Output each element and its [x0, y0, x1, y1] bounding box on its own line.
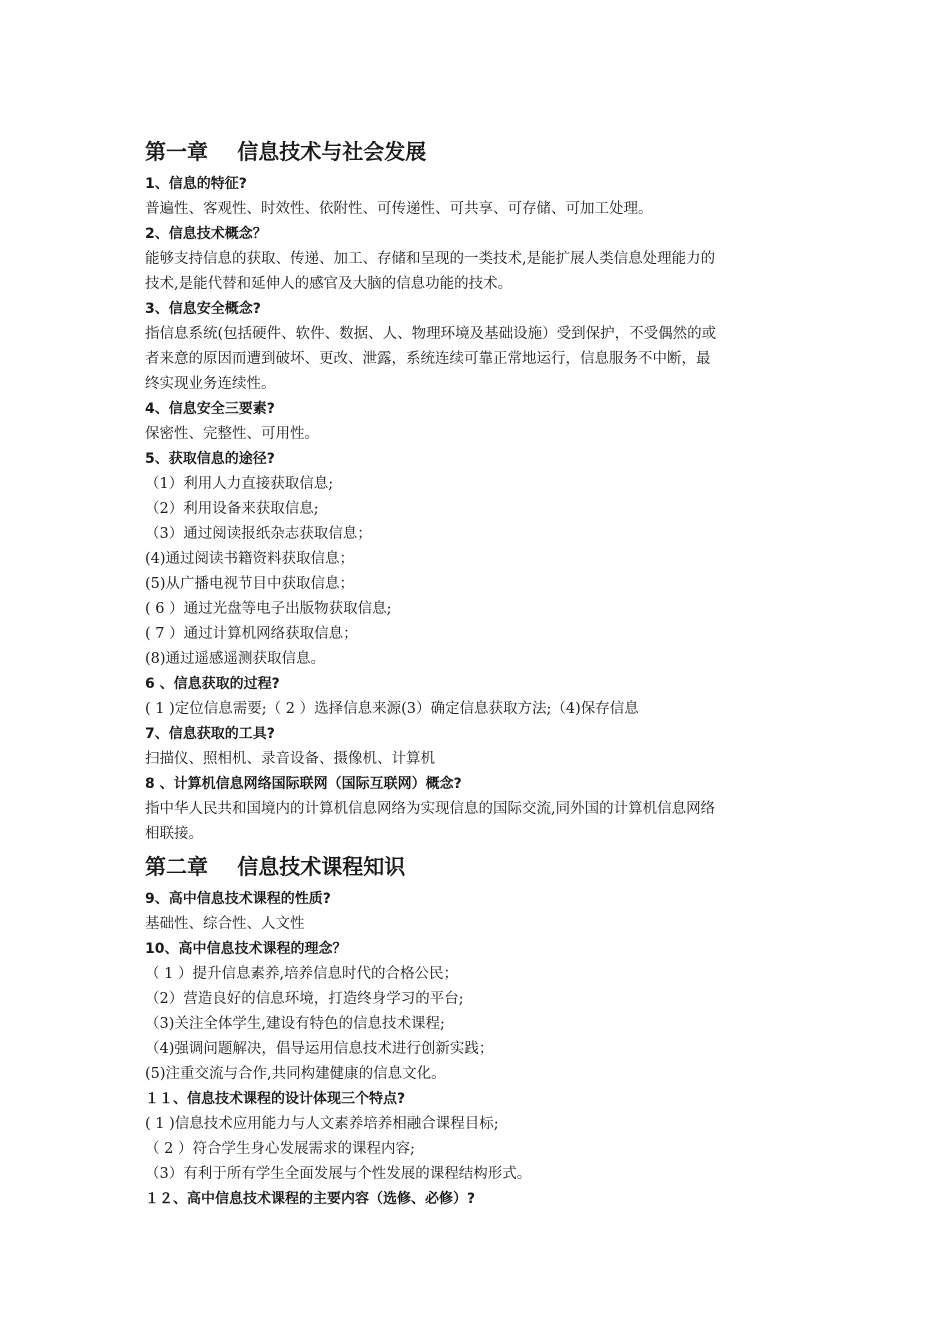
question-heading: 1、信息的特征? [145, 176, 247, 192]
question-section [145, 172, 815, 222]
question-section [145, 887, 815, 937]
answer-line: (5)注重交流与合作,共同构建健康的信息文化。 [145, 1066, 446, 1082]
question-section [145, 297, 815, 397]
answer-line: 指信息系统(包括硬件、软件、数据、人、物理环境及基础设施）受到保护，不受偶然的或 [145, 326, 717, 342]
answer-line: （1）利用人力直接获取信息; [145, 476, 334, 492]
chapter-title: 第一章 信息技术与社会发展 [145, 140, 427, 164]
answer-line: （ 1 ）提升信息素养,培养信息时代的合格公民； [145, 966, 459, 982]
answer-line: 指中华人民共和国境内的计算机信息网络为实现信息的国际交流,同外国的计算机信息网络 [145, 801, 716, 817]
answer-line: （2）营造良好的信息环境，打造终身学习的平台; [145, 991, 464, 1007]
answer-line: (4)通过阅读书籍资料获取信息； [145, 551, 355, 567]
question-section [145, 937, 815, 1087]
answer-line: 能够支持信息的获取、传递、加工、存储和呈现的一类技术,是能扩展人类信息处理能力的 [145, 251, 716, 267]
answer-line: （3）通过阅读报纸杂志获取信息； [145, 526, 372, 542]
answer-line: ( 7 ）通过计算机网络获取信息； [145, 626, 358, 642]
answer-line: （4)强调问题解决，倡导运用信息技术进行创新实践； [145, 1041, 494, 1057]
answer-line: (5)从广播电视节目中获取信息； [145, 576, 355, 592]
answer-line: ( 1 )信息技术应用能力与人文素养培养相融合课程目标; [145, 1116, 499, 1132]
question-heading: 6 、信息获取的过程? [145, 676, 280, 692]
chapter-block [145, 137, 815, 847]
answer-line: （3)关注全体学生,建设有特色的信息技术课程; [145, 1016, 445, 1032]
question-heading: １１、信息技术课程的设计体现三个特点? [145, 1091, 406, 1107]
answer-line: 者来意的原因而遭到破坏、更改、泄露，系统连续可靠正常地运行，信息服务不中断，最 [145, 351, 711, 367]
document-content [145, 137, 815, 1212]
answer-line: 技术,是能代替和延伸人的感官及大脑的信息功能的技术。 [145, 276, 513, 292]
answer-line: (8)通过遥感遥测获取信息。 [145, 651, 326, 667]
question-heading: 8 、计算机信息网络国际联网（国际互联网）概念? [145, 776, 462, 792]
chapter-title: 第二章 信息技术课程知识 [145, 855, 406, 879]
answer-line: 相联接。 [145, 826, 203, 842]
answer-line: 普遍性、客观性、时效性、依附性、可传递性、可共享、可存储、可加工处理。 [145, 201, 653, 217]
answer-line: 扫描仪、照相机、录音设备、摄像机、计算机 [145, 751, 435, 767]
question-heading: 10、高中信息技术课程的理念？ [145, 941, 347, 957]
question-section [145, 1187, 815, 1212]
answer-line: 保密性、完整性、可用性。 [145, 426, 319, 442]
question-heading: 2、信息技术概念？ [145, 226, 267, 242]
question-heading: 7、信息获取的工具? [145, 726, 275, 742]
chapter-block [145, 852, 815, 1212]
answer-line: 终实现业务连续性。 [145, 376, 276, 392]
question-section [145, 722, 815, 772]
question-heading: １２、高中信息技术课程的主要内容（选修、必修）? [145, 1191, 476, 1207]
question-section [145, 772, 815, 847]
question-heading: 4、信息安全三要素? [145, 401, 275, 417]
question-heading: 3、信息安全概念? [145, 301, 261, 317]
answer-line: ( 1 )定位信息需要;（ 2 ）选择信息来源(3）确定信息获取方法;（4)保存信息 [145, 701, 639, 717]
question-section [145, 672, 815, 722]
answer-line: 基础性、综合性、人文性 [145, 916, 305, 932]
question-section [145, 1087, 815, 1187]
answer-line: （ 2 ）符合学生身心发展需求的课程内容; [145, 1141, 415, 1157]
question-heading: 9、高中信息技术课程的性质? [145, 891, 331, 907]
question-section [145, 222, 815, 297]
answer-line: ( 6 ）通过光盘等电子出版物获取信息; [145, 601, 392, 617]
question-section [145, 447, 815, 672]
answer-line: （3）有利于所有学生全面发展与个性发展的课程结构形式。 [145, 1166, 532, 1182]
question-heading: 5、获取信息的途径? [145, 451, 275, 467]
question-section [145, 397, 815, 447]
answer-line: （2）利用设备来获取信息; [145, 501, 319, 517]
